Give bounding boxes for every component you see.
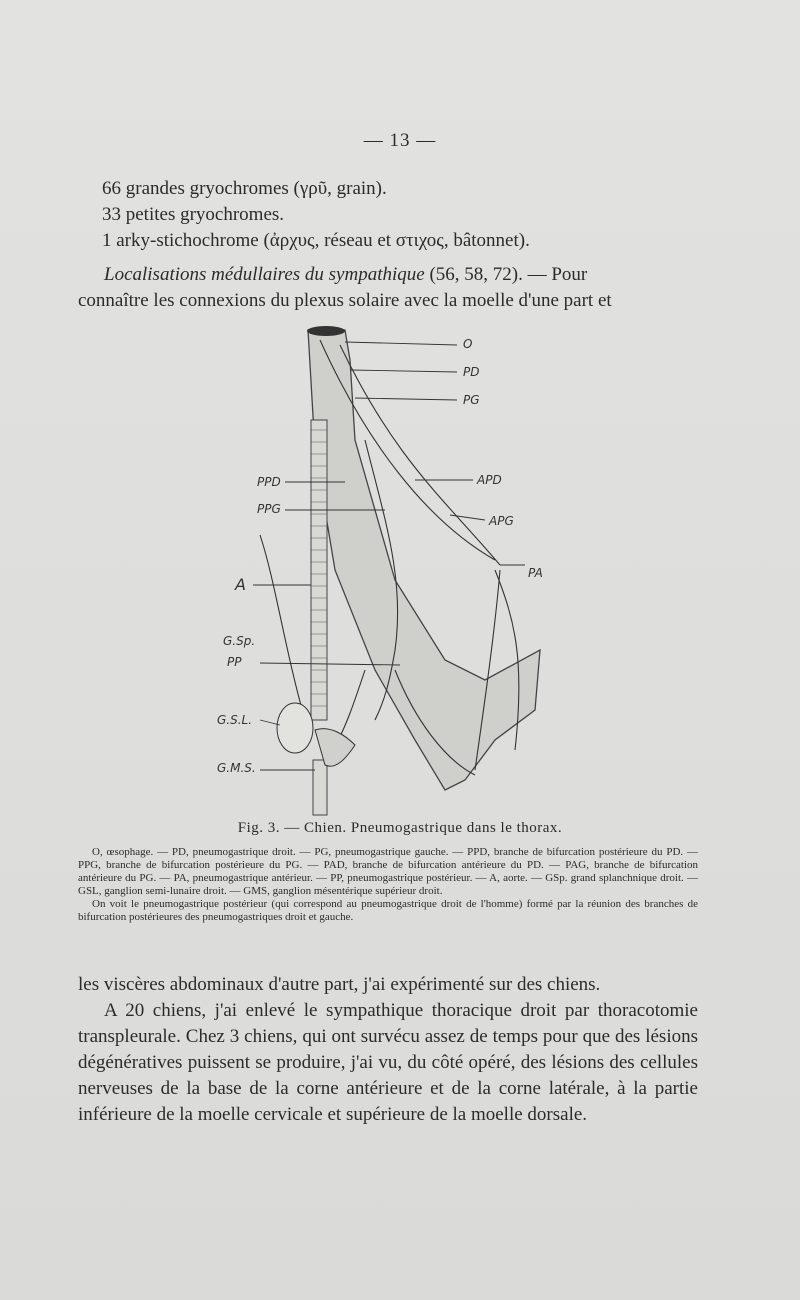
label-pd: PD — [463, 365, 480, 379]
label-gsl: G.S.L. — [217, 713, 253, 727]
anatomical-figure — [195, 320, 615, 820]
legend-paragraph: O, œsophage. — PD, pneumogastrique droit. — PG, pneumogastrique gauche. — PPD, branche de bifurcation postérieure du PD. — PPG, branche de bifurcation postérieure du PG. — PAD, branche de bifurcation antérieure du PD. — PAG, branche de bifurcation antérieure du PG. — PA, pneumogastrique antérieur. — PP, pneumogastrique postérieur. — A, aorte. — GSp. grand splanchnique droit. — GSL, ganglion semi-lunaire droit. — GMS, ganglion mésentérique supérieur droit. — [78, 846, 698, 897]
aorta — [311, 420, 327, 720]
label-pg: PG — [463, 393, 480, 407]
section-title: Localisations médullaires du sympathique — [104, 264, 425, 285]
label-gms: G.M.S. — [217, 761, 256, 775]
figure-caption: Fig. 3. — Chien. Pneumogastrique dans le thorax. — [237, 820, 563, 836]
label-ppd: PPD — [257, 475, 281, 489]
list-item: 66 grandes gryochromes (γρῦ, grain). — [102, 178, 387, 199]
list-item: 33 petites gryochromes. — [102, 204, 285, 225]
ganglion-semilunaire — [277, 703, 313, 753]
label-a: A — [235, 575, 246, 594]
list-item: 1 arky-stichochrome (ἀρχυς, réseau et στιχος, bâtonnet). — [102, 230, 530, 251]
gryochrome-list — [102, 176, 530, 254]
paragraph-localisations — [78, 262, 698, 314]
section-title-rest: (56, 58, 72). — Pour — [424, 264, 588, 285]
label-gsp: G.Sp. — [223, 634, 256, 648]
aorta-lower — [313, 760, 327, 815]
esophagus-top — [307, 326, 345, 336]
legend-paragraph: On voit le pneumogastrique postérieur (qui correspond au pneumogastrique droit de l'homme) formé par la réunion des branches de bifurcation postérieures des pneumogastriques droit et gauche. — [78, 898, 698, 923]
label-pa: PA — [528, 566, 543, 580]
figure-legend — [78, 846, 698, 924]
label-apg: APG — [489, 514, 514, 528]
page-number: — 13 — — [363, 130, 437, 151]
label-ppg: PPG — [257, 502, 281, 516]
body-paragraph: A 20 chiens, j'ai enlevé le sympathique thoracique droit par thoracotomie transpleurale. Chez 3 chiens, qui ont survécu assez de temps pour que des lésions dégénératives puissent se produire, j'ai vu, du côté opéré, des lésions des cellules nerveuses de la base de la corne antérieure et de la corne latérale, à la partie inférieure de la moelle cervicale et supérieure de la moelle dorsale. — [78, 1000, 698, 1125]
body-text — [78, 972, 698, 1128]
label-o: O — [463, 337, 473, 351]
label-pp: PP — [227, 655, 242, 669]
label-apd: APD — [477, 473, 502, 487]
body-paragraph: les viscères abdominaux d'autre part, j'ai expérimenté sur des chiens. — [78, 974, 601, 995]
paragraph-line: connaître les connexions du plexus solaire avec la moelle d'une part et — [78, 290, 612, 311]
